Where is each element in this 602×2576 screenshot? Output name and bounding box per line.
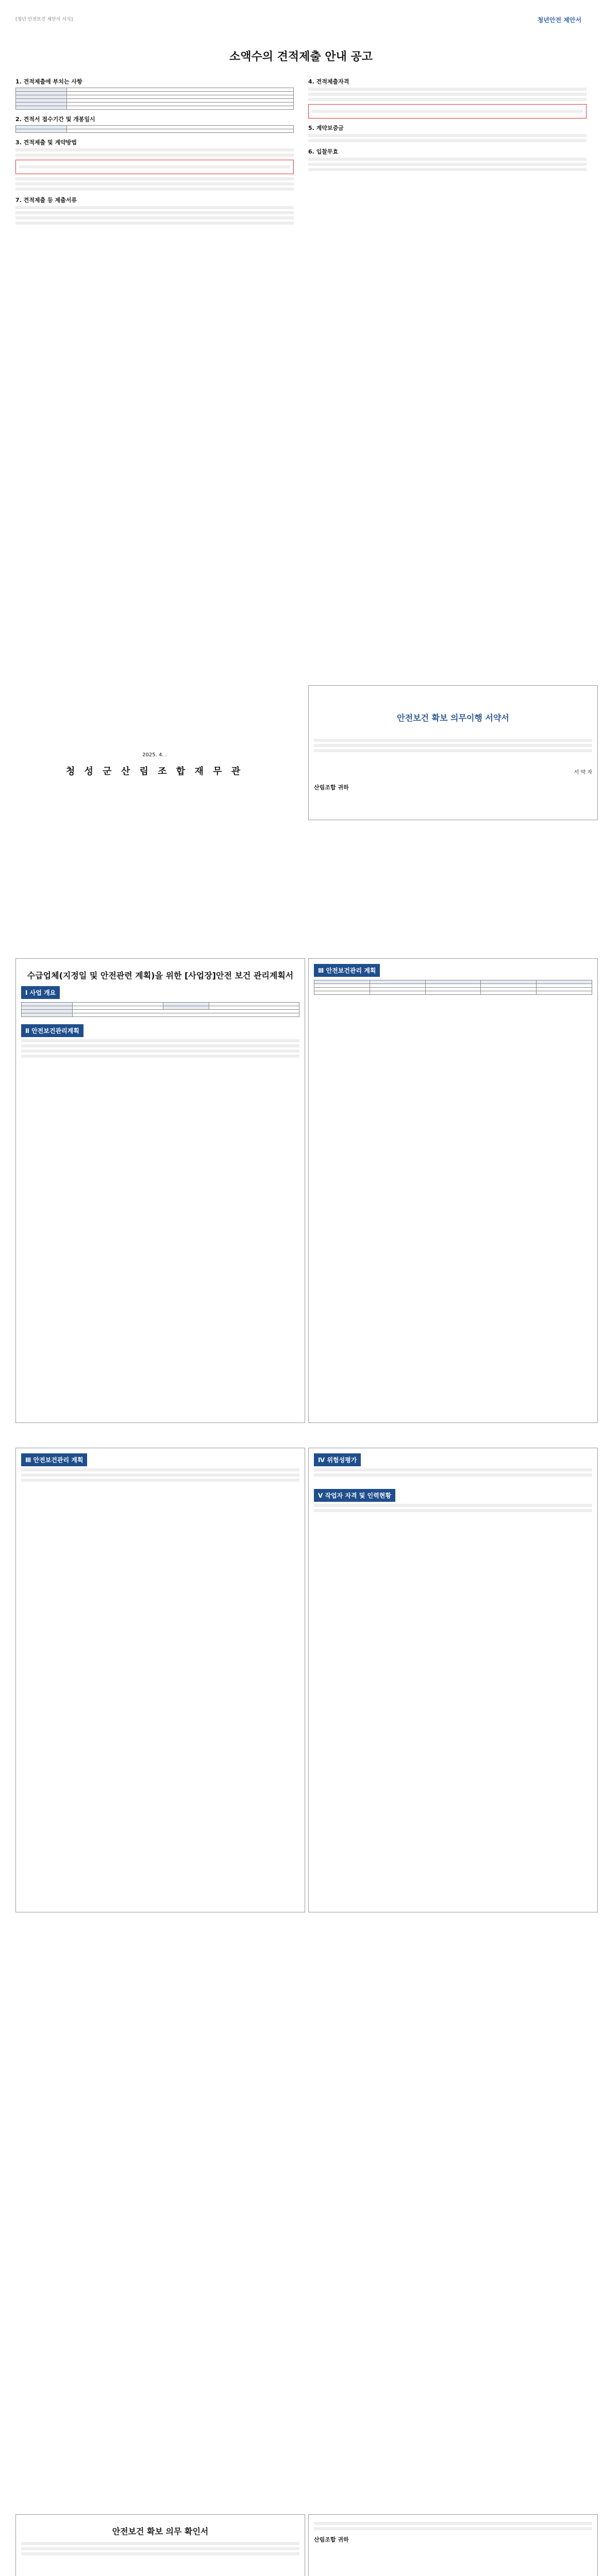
warning-box [308, 104, 587, 118]
agreement-right [308, 2514, 598, 2576]
plan-section-2: Ⅱ 안전보건관리계획 [21, 1024, 83, 1037]
plan-title: 수급업체(지정일 및 안전관련 계획)을 위한 [사업장]안전 보건 관리계획서 [27, 971, 294, 980]
agreement-title: 안전보건 확보 의무 확인서 [112, 2527, 209, 2536]
plan-section-3: Ⅲ 안전보건관리 계획 [314, 964, 380, 977]
notice-title: 소액수의 견적제출 안내 공고 [229, 50, 373, 63]
agreement-addressee: 산림조합 귀하 [314, 2536, 349, 2543]
section-heading: 1. 견적제출에 부치는 사항 [15, 78, 82, 85]
notice-right-column [308, 72, 587, 173]
section-heading: 4. 견적제출자격 [308, 78, 349, 85]
notice-date: 2025. 4. . [142, 752, 167, 758]
plan-left [15, 958, 305, 1423]
section-heading: 7. 견적제출 등 제출서류 [15, 197, 77, 204]
plan-overview-table [21, 1002, 299, 1017]
warning-box [15, 160, 294, 174]
logo: 청년안전 제안서 [537, 16, 581, 24]
agreement-left [15, 2514, 305, 2576]
plan-section-1: Ⅰ 사업 개요 [21, 986, 60, 999]
plan-section-5: Ⅴ 작업자 자격 및 인력현황 [314, 1489, 395, 1502]
section-heading: 3. 견적제출 및 계약방법 [15, 139, 77, 146]
plan-page [15, 958, 587, 1937]
notice-table [15, 88, 294, 110]
section-heading: 5. 계약보증금 [308, 125, 344, 131]
notice-org: 청 성 군 산 림 조 합 재 무 관 [65, 766, 244, 777]
pledge-addressee: 산림조합 귀하 [314, 784, 349, 791]
notice-left-column [15, 72, 294, 227]
notice-footer [15, 732, 294, 777]
plan-left-2 [15, 1448, 305, 1912]
plan-right-2 [308, 1448, 598, 1912]
agreement-page [15, 2514, 587, 2576]
notice-page [15, 15, 592, 819]
section-heading: 2. 견적서 접수기간 및 개봉일시 [15, 116, 95, 123]
plan-section-3b: Ⅲ 안전보건관리 계획 [21, 1453, 87, 1466]
header-strip: [청년 안전보건 제안서 서식] [15, 17, 73, 22]
schedule-table [15, 125, 294, 133]
pledge-title: 안전보건 확보 의무이행 서약서 [397, 713, 509, 723]
plan-right-table [314, 980, 592, 995]
section-heading: 6. 입찰무효 [308, 148, 339, 155]
plan-section-4: Ⅳ 위험성평가 [314, 1453, 361, 1466]
pledge-signer: 서 약 자 [574, 770, 592, 775]
plan-right [308, 958, 598, 1423]
pledge-form [308, 685, 598, 820]
